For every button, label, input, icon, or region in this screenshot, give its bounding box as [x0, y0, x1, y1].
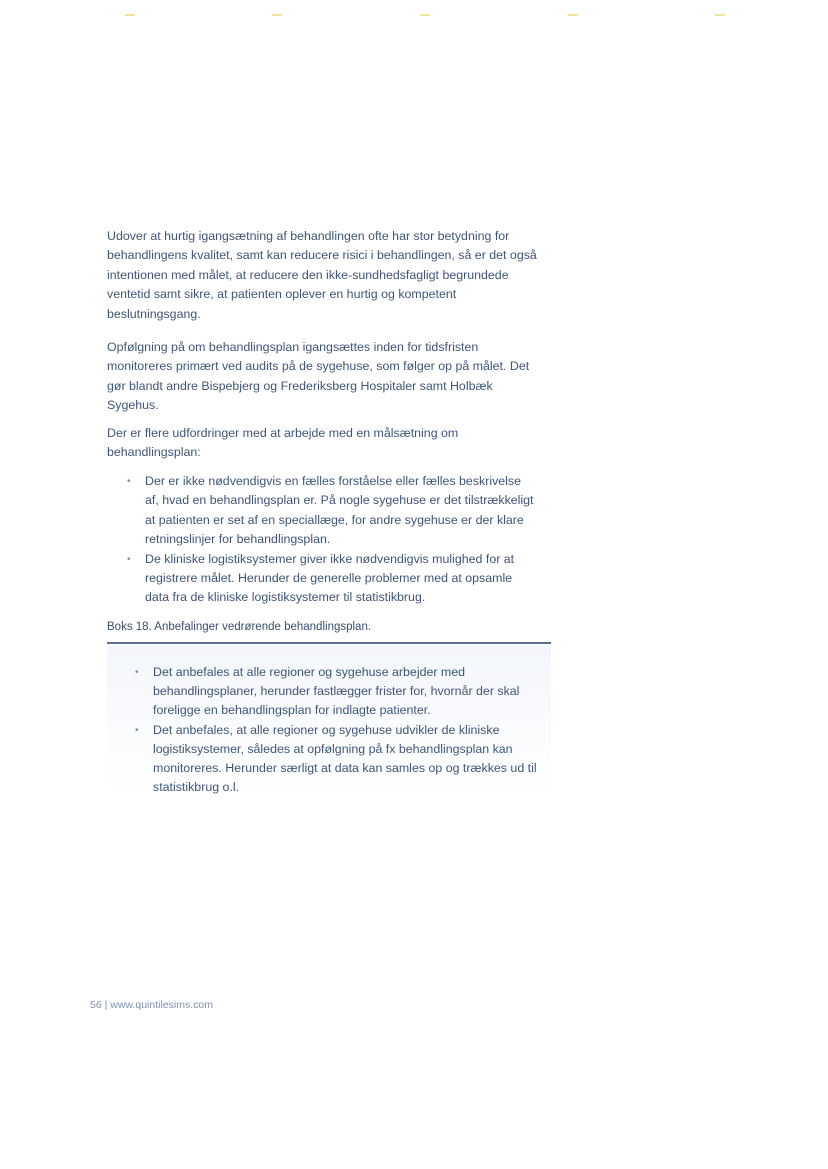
- paragraph-monitoring: [107, 338, 547, 416]
- paragraph-text: Udover at hurtig igangsætning af behandlingen ofte har stor betydning for behandlingens kvalitet, samt kan reducere risici i behandlingen, så er det også intentionen med målet, at reducere den ikke-sundhedsfagligt begrundede ventetid samt sikre, at patienten oplever en hurtig og kompetent beslutningsgang.: [107, 229, 537, 321]
- bullet-icon: •: [135, 724, 139, 736]
- box-title: Boks 18. Anbefalinger vedrørende behandlingsplan.: [107, 621, 372, 633]
- page-number: 56: [90, 999, 102, 1011]
- page-footer: [90, 999, 213, 1011]
- list-item: [133, 663, 543, 721]
- paragraph-challenges-intro: [107, 424, 547, 463]
- list-item-text: Det anbefales, at alle regioner og sygehuse udvikler de kliniske logistiksystemer, således at opfølgning på fx behandlingsplan kan monitoreres. Herunder særligt at data kan samles op og trækkes ud til statistikbrug o.l.: [153, 722, 537, 795]
- list-item: [125, 472, 535, 550]
- scan-artifacts: [100, 14, 800, 20]
- box-divider: [107, 642, 551, 644]
- list-item-text: Der er ikke nødvendigvis en fælles forståelse eller fælles beskrivelse af, hvad en behandlingsplan er. På nogle sygehuse er det tilstrækkeligt at patienten er set af en speciallæge, for andre sygehuse er der klare retningslinjer for behandlingsplan.: [145, 474, 534, 547]
- list-item: [133, 721, 543, 798]
- bullet-icon: •: [127, 553, 131, 565]
- footer-url: www.quintilesims.com: [110, 999, 213, 1011]
- paragraph-intro: [107, 227, 547, 324]
- challenges-list: [125, 472, 535, 608]
- bullet-icon: •: [135, 667, 139, 678]
- list-item: [125, 550, 535, 608]
- bullet-icon: •: [127, 476, 131, 487]
- list-item-text: De kliniske logistiksystemer giver ikke nødvendigvis mulighed for at registrere målet. Herunder de generelle problemer med at opsamle data fra de kliniske logistiksystemer til statistikbrug.: [145, 551, 515, 605]
- paragraph-text: Opfølgning på om behandlingsplan igangsættes inden for tidsfristen monitoreres primært ved audits på de sygehuse, som følger op på målet. Det gør blandt andre Bispebjerg og Frederiksberg Hospitaler samt Holbæk Sygehus.: [107, 340, 530, 413]
- recommendations-list: [133, 663, 543, 797]
- footer-separator: |: [104, 999, 108, 1011]
- paragraph-text: Der er flere udfordringer med at arbejde med en målsætning om behandlingsplan:: [107, 426, 459, 460]
- list-item-text: Det anbefales at alle regioner og sygehuse arbejder med behandlingsplaner, herunder fastlægger frister for, hvornår der skal foreligge en behandlingsplan for indlagte patienter.: [153, 665, 520, 718]
